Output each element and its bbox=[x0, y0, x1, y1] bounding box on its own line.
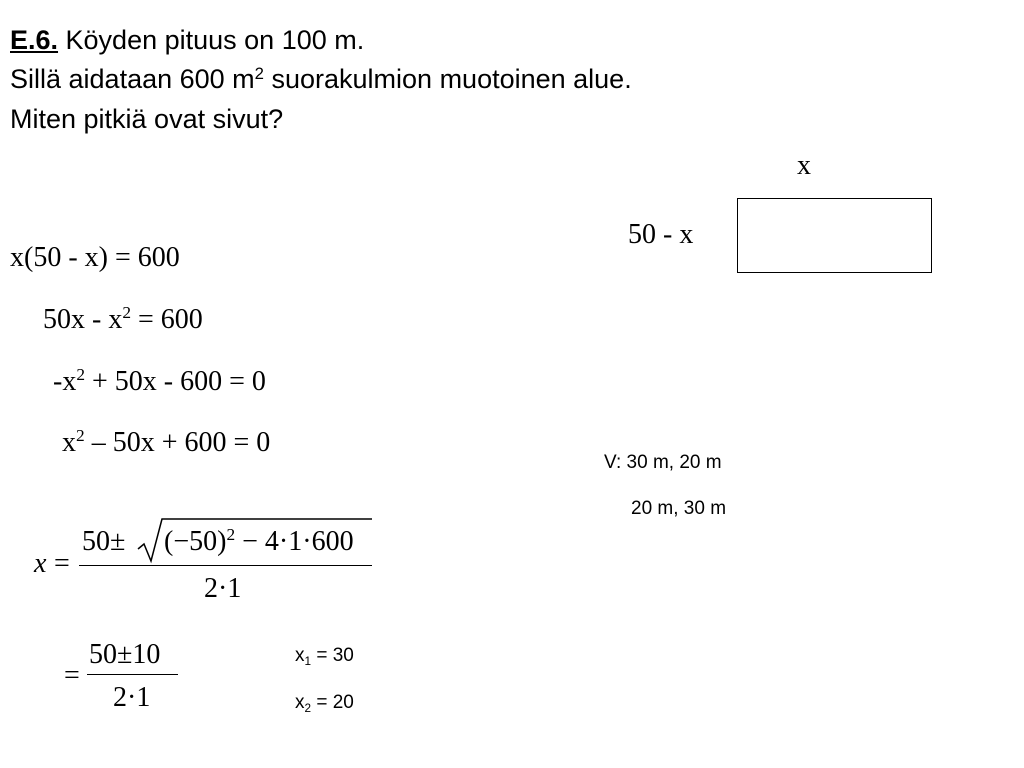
root-x1-var: x bbox=[295, 645, 305, 666]
equation-1: x(50 - x) = 600 bbox=[10, 242, 180, 273]
problem-line-2-text: Sillä aidataan 600 m bbox=[10, 64, 255, 94]
radicand-a: (−50) bbox=[164, 526, 227, 557]
formula-equals-2: = bbox=[64, 660, 80, 691]
root-x1-value: = 30 bbox=[311, 645, 354, 666]
equation-4-a: x bbox=[62, 427, 76, 458]
subscript: 2 bbox=[304, 702, 312, 716]
fraction-bar-2 bbox=[87, 674, 178, 675]
problem-line-3: Miten pitkiä ovat sivut? bbox=[10, 104, 284, 134]
subscript: 1 bbox=[304, 655, 312, 669]
equation-2 bbox=[43, 305, 203, 338]
equation-4-b: – 50x + 600 = 0 bbox=[84, 427, 271, 458]
problem-line-2-rest: suorakulmion muotoinen alue. bbox=[263, 64, 632, 94]
equation-2-b: = 600 bbox=[131, 304, 203, 335]
fraction-bar bbox=[79, 565, 372, 566]
superscript: 2 bbox=[76, 365, 86, 385]
root-x2-var: x bbox=[295, 692, 305, 713]
root-x2 bbox=[295, 692, 354, 716]
formula-equals: = bbox=[54, 548, 70, 579]
rectangle-figure bbox=[737, 198, 932, 273]
problem-label: E.6. bbox=[10, 25, 59, 55]
equation-4 bbox=[62, 428, 270, 461]
fraction-2-denominator: 2·1 bbox=[113, 682, 151, 713]
problem-line-2 bbox=[10, 64, 632, 98]
superscript: 2 bbox=[254, 63, 264, 83]
root-x1 bbox=[295, 645, 354, 669]
equation-3 bbox=[53, 367, 266, 400]
problem-line-1 bbox=[10, 25, 364, 55]
figure-top-label: x bbox=[797, 150, 811, 181]
formula-numerator-a: 50± bbox=[82, 526, 126, 557]
figure-side-label: 50 - x bbox=[628, 219, 694, 250]
formula-denominator: 2·1 bbox=[204, 573, 242, 604]
answer-line-2: 20 m, 30 m bbox=[631, 498, 727, 519]
radicand-b: − 4·1·600 bbox=[235, 526, 354, 557]
answer-line-1: V: 30 m, 20 m bbox=[604, 452, 722, 473]
equation-3-a: -x bbox=[53, 366, 77, 397]
formula-lhs: x bbox=[34, 548, 47, 579]
superscript: 2 bbox=[76, 426, 85, 446]
superscript: 2 bbox=[122, 303, 132, 323]
superscript: 2 bbox=[226, 525, 236, 545]
fraction-2-numerator: 50±10 bbox=[89, 639, 161, 670]
formula-radicand bbox=[164, 527, 354, 560]
equation-2-a: 50x - x bbox=[43, 304, 123, 335]
problem-line-1-text: Köyden pituus on 100 m. bbox=[58, 25, 365, 55]
root-x2-value: = 20 bbox=[311, 692, 354, 713]
equation-3-b: + 50x - 600 = 0 bbox=[85, 366, 266, 397]
